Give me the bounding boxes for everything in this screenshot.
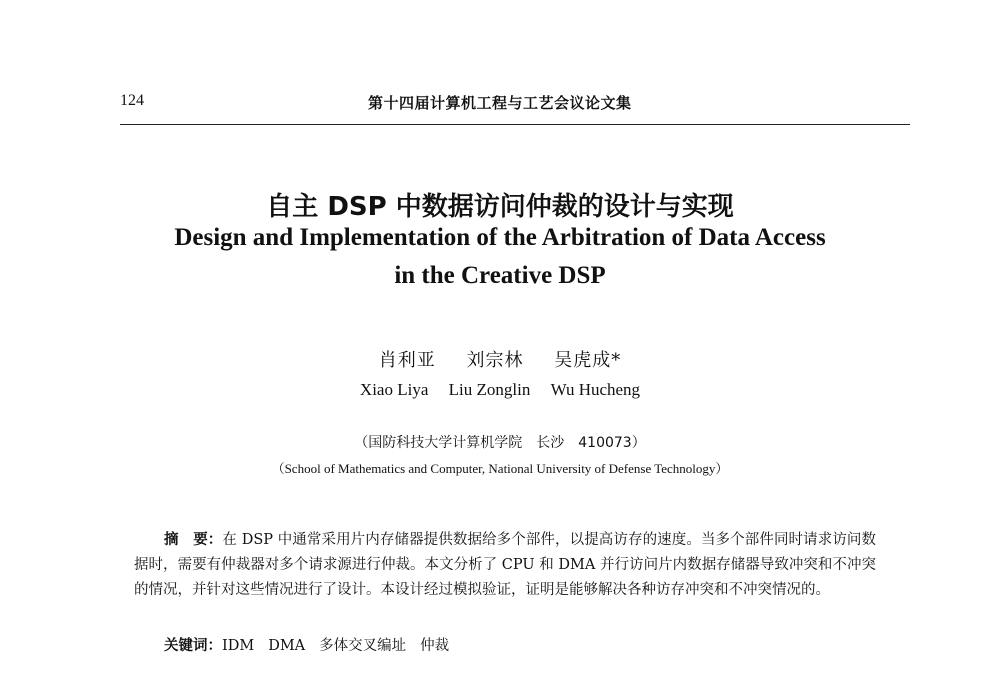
keywords-label: 关键词：	[164, 638, 222, 654]
author-cn-2: 刘宗林	[466, 350, 524, 371]
header-rule	[120, 124, 910, 125]
keyword-3: 多体交叉编址	[319, 638, 407, 654]
abstract	[134, 528, 876, 603]
running-header: 第十四届计算机工程与工艺会议论文集	[368, 94, 632, 112]
title-english-line2: in the Creative DSP	[394, 262, 606, 289]
abstract-text: 在 DSP 中通常采用片内存储器提供数据给多个部件，以提高访存的速度。当多个部件同时请求访问数据时，需要有仲裁器对多个请求源进行仲裁。本文分析了 CPU 和 DMA 并行访问片内数据存储器导致冲突和不冲突的情况，并针对这些情况进行了设计。本设计经过模拟验证，证明是能够解决各种访存冲突和不冲突情况的。	[134, 532, 877, 598]
keyword-4: 仲裁	[420, 638, 450, 654]
author-cn-3: 吴虎成*	[554, 350, 622, 371]
affiliation-chinese: （国防科技大学计算机学院 长沙 410073）	[354, 435, 646, 451]
title-chinese: 自主 DSP 中数据访问仲裁的设计与实现	[266, 192, 734, 222]
keywords	[164, 634, 463, 655]
title-english-line1: Design and Implementation of the Arbitration of Data Access	[174, 224, 826, 251]
author-en-3: Wu Hucheng	[550, 380, 641, 399]
author-en-2: Liu Zonglin	[448, 380, 531, 399]
author-en-1: Xiao Liya	[359, 380, 429, 399]
keyword-1: IDM	[222, 638, 255, 654]
authors-chinese	[0, 346, 1000, 372]
authors-english	[0, 380, 1000, 400]
author-cn-1: 肖利亚	[378, 350, 436, 371]
abstract-label: 摘 要：	[164, 532, 223, 548]
affiliation-english: （School of Mathematics and Computer, National University of Defense Technology）	[271, 461, 729, 476]
page-number: 124	[120, 92, 144, 109]
keyword-2: DMA	[268, 638, 306, 654]
